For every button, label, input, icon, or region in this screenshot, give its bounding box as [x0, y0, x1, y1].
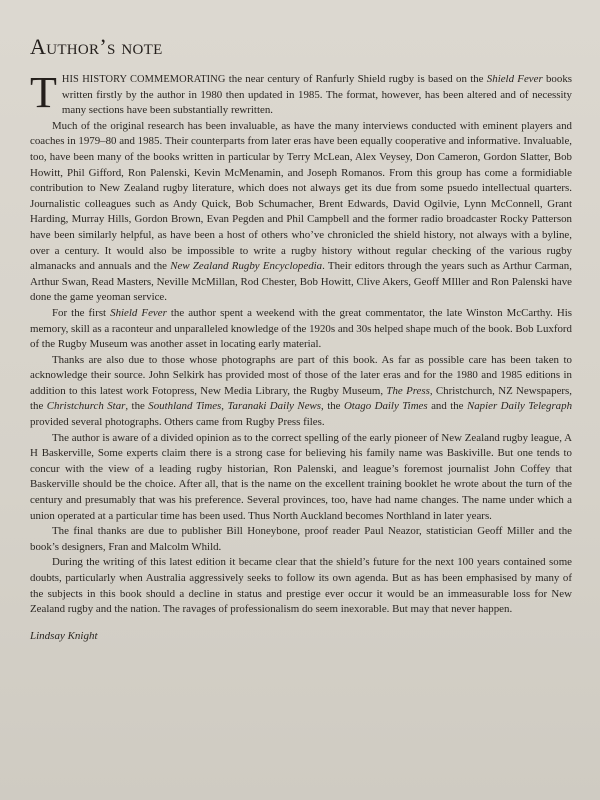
italic-title: Southland Times [148, 400, 222, 413]
lead-in-text: HIS HISTORY COMMEMORATING [61, 74, 226, 85]
paragraph-5: The author is aware of a divided opinion as to the correct spelling of the early pioneer of New Zealand rugby league, A H Baskerville, Some experts claim there is a strong case for believing his family name was Baskiville. But one tends to concur with the view of a leading rugby historian, Ron Palenski, and league’s foremost journalist John Coffey that Baskerville should be the choice. After all, that is the name on the excellent training booklet he wrote about the turn of the century and presumably that was his preference. Several provinces, too, have had name changes. The name under which a union operated at a particular time has been used. Thus North Auckland becomes Northland in later years. [30, 431, 572, 522]
paragraph-7: During the writing of this latest edition it became clear that the shield’s future for the next 100 years contained some doubts, particularly when Australia aggressively seeks to follow its own agenda. But as has been emphasised by many of the subjects in this book should a decline in status and prestige ever occur it would be an immeasurable loss for New Zealand rugby and the nation. The ravages of professionalism do seem inexorable. But may that never happen. [30, 556, 572, 616]
paragraph-1-text: the near century of Ranfurly Shield rugby is based on the Shield Fever books written firstly by the author in 1980 then updated in 1985. The format, however, has been altered and of necessity many sections have been substantially rewritten. [61, 73, 573, 117]
paragraph-6: The final thanks are due to publisher Bill Honeybone, proof reader Paul Neazor, statistician Geoff Miller and the book’s designers, Fran and Malcolm Whild. [30, 525, 572, 553]
italic-title: Taranaki Daily News [227, 400, 322, 413]
paragraph-4: Thanks are also due to those whose photographs are part of this book. As far as possible care has been taken to acknowledge their source. John Selkirk has provided most of those of the later eras and for the 1980 and 1985 editions in addition to this latest work Fotopress, New Media Library, the Rugby Museum, The Press, Christchurch, NZ Newspapers, the Christchurch Star, the Southland Times, Taranaki Daily News, the Otago Daily Times and the Napier Daily Telegraph provided several photographs. Others came from Rugby Press files. [30, 353, 573, 429]
italic-title: Napier Daily Telegraph [466, 400, 573, 413]
page-title: Author’s note [30, 34, 163, 59]
italic-title: Shield Fever [486, 73, 543, 85]
italic-title: The Press [386, 384, 430, 397]
italic-title: New Zealand Rugby Encyclopedia [170, 260, 323, 273]
note-body [30, 68, 573, 618]
paragraph-3: For the first Shield Fever the author spent a weekend with the great commentator, the late Winston McCarthy. His memory, skill as a raconteur and unparalleled knowledge of the 1920s and 30s helped shape much of the book. Bob Luxford of the Rugby Museum was another asset in locating early material. [30, 306, 572, 351]
italic-title: Christchurch Star [46, 400, 126, 413]
italic-title: Otago Daily Times [343, 400, 428, 413]
author-signature: Lindsay Knight [30, 629, 98, 642]
drop-cap: T [30, 68, 57, 117]
paragraph-2: Much of the original research has been invaluable, as have the many interviews conducted with eminent players and coaches in 1979–80 and 1985. Their counterparts from later eras have been equally cooperative and informative. Invaluable, too, have been many of the books written in particular by Terry McLean, Alex Veysey, Don Cameron, Gordon Slatter, Bob Howitt, Phil Gifford, Ron Palenski, Kevin McMenamin, and Joseph Romanos. From this group has come a formidiable contribution to New Zealand rugby literature, which does not always get its due from some psuedo intellectual quarters. Journalistic colleagues such as Andy Quick, Bob Schumacher, Brent Edwards, David Ogilvie, Lynn McConnell, Grant Harding, Murray Hills, Gordon Brown, Evan Pegden and Phil Campbell and the former radio broadcaster Rocky Patterson have been similarly helpful, as have been a host of others who’ve chronicled the shield history, not always with a byline, over a century. It would also be impossible to write a rugby history without regular checking of the various rugby almanacks and annuals and the New Zealand Rugby Encyclopedia. Their editors through the years such as Arthur Carman, Arthur Swan, Read Masters, Neville McMillan, Rod Chester, Bob Howitt, Clive Akers, Geoff MIller and Ron Palenski have done the game yeoman service. [30, 119, 573, 304]
italic-title: Shield Fever [110, 306, 167, 319]
paragraph-1 [30, 68, 573, 119]
